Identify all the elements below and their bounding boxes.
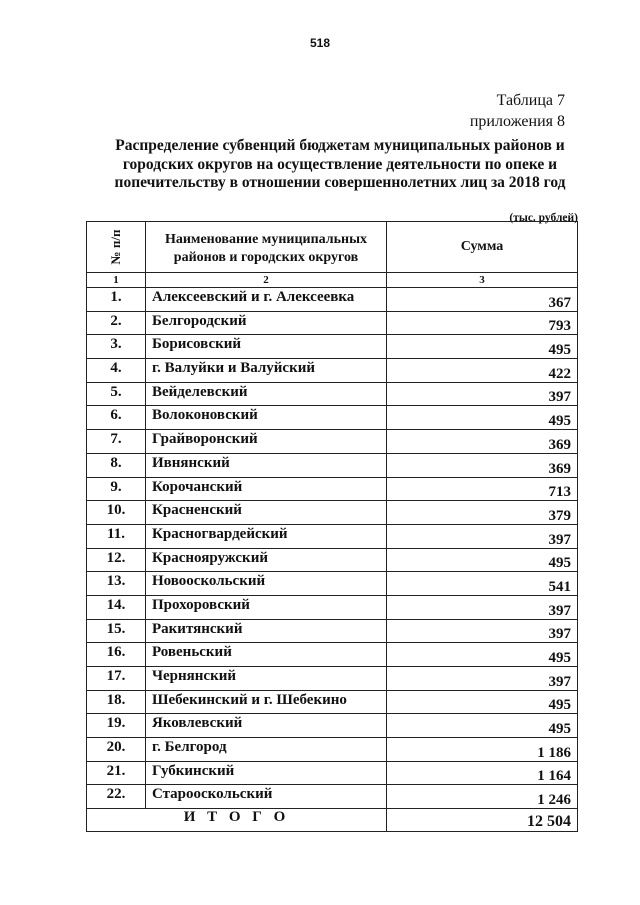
header-name: Наименование муниципальных районов и городских округов [146, 222, 387, 273]
row-name: Ивнянский [146, 453, 387, 477]
row-name: Чернянский [146, 667, 387, 691]
header-num [87, 222, 146, 273]
row-number: 11. [87, 524, 146, 548]
table-row [87, 477, 578, 501]
table-body [87, 288, 578, 809]
table-row [87, 761, 578, 785]
row-number: 5. [87, 382, 146, 406]
row-sum: 397 [387, 524, 578, 548]
row-sum: 422 [387, 359, 578, 383]
table-row [87, 406, 578, 430]
table-ref-line1: Таблица 7 [496, 92, 565, 109]
row-number: 1. [87, 288, 146, 312]
distribution-table [86, 221, 578, 832]
row-number: 16. [87, 643, 146, 667]
column-number: 3 [387, 273, 578, 288]
row-sum: 793 [387, 311, 578, 335]
row-name: Красненский [146, 501, 387, 525]
row-sum: 397 [387, 619, 578, 643]
table-row [87, 667, 578, 691]
row-name: Алексеевский и г. Алексеевка [146, 288, 387, 312]
table-row [87, 548, 578, 572]
row-name: г. Белгород [146, 738, 387, 762]
header-num-label: № п/п [108, 229, 123, 265]
column-numbers-row [87, 273, 578, 288]
row-name: Старооскольский [146, 785, 387, 809]
table-row [87, 785, 578, 809]
row-name: Губкинский [146, 761, 387, 785]
row-name: Красногвардейский [146, 524, 387, 548]
row-number: 6. [87, 406, 146, 430]
table-row [87, 714, 578, 738]
table-row [87, 382, 578, 406]
table-row [87, 690, 578, 714]
document-title: Распределение субвенций бюджетам муниципальных районов и городских округов на осуществление деятельности по опеке и попечительству в отношении совершеннолетних лиц за 2018 год [114, 137, 566, 191]
total-row [87, 809, 578, 832]
row-sum: 495 [387, 714, 578, 738]
row-sum: 367 [387, 288, 578, 312]
page-number: 518 [309, 36, 331, 50]
row-name: Яковлевский [146, 714, 387, 738]
row-number: 20. [87, 738, 146, 762]
row-number: 2. [87, 311, 146, 335]
table-row [87, 501, 578, 525]
row-name: Краснояружский [146, 548, 387, 572]
row-name: Волоконовский [146, 406, 387, 430]
table-row [87, 619, 578, 643]
row-number: 15. [87, 619, 146, 643]
row-number: 21. [87, 761, 146, 785]
row-number: 14. [87, 595, 146, 619]
row-number: 7. [87, 430, 146, 454]
table-row [87, 453, 578, 477]
row-number: 8. [87, 453, 146, 477]
row-name: Ракитянский [146, 619, 387, 643]
row-name: Ровеньский [146, 643, 387, 667]
table-row [87, 595, 578, 619]
table-header-row [87, 222, 578, 273]
table-row [87, 288, 578, 312]
row-name: Белгородский [146, 311, 387, 335]
row-sum: 1 246 [387, 785, 578, 809]
total-value: 12 504 [387, 809, 578, 832]
row-sum: 397 [387, 382, 578, 406]
header-sum: Сумма [387, 222, 578, 273]
row-sum: 397 [387, 667, 578, 691]
row-name: г. Валуйки и Валуйский [146, 359, 387, 383]
row-sum: 713 [387, 477, 578, 501]
row-sum: 495 [387, 406, 578, 430]
table-row [87, 643, 578, 667]
units-label: (тыс. рублей) [509, 212, 578, 224]
table-row [87, 738, 578, 762]
row-sum: 495 [387, 643, 578, 667]
column-number: 1 [87, 273, 146, 288]
row-sum: 379 [387, 501, 578, 525]
row-number: 22. [87, 785, 146, 809]
row-name: Вейделевский [146, 382, 387, 406]
row-number: 3. [87, 335, 146, 359]
row-sum: 495 [387, 548, 578, 572]
row-number: 18. [87, 690, 146, 714]
row-sum: 495 [387, 335, 578, 359]
row-name: Грайворонский [146, 430, 387, 454]
table-row [87, 572, 578, 596]
table-row [87, 430, 578, 454]
column-number: 2 [146, 273, 387, 288]
row-number: 9. [87, 477, 146, 501]
total-label: И Т О Г О [87, 809, 387, 832]
row-number: 19. [87, 714, 146, 738]
row-sum: 397 [387, 595, 578, 619]
table-row [87, 311, 578, 335]
table-row [87, 524, 578, 548]
row-sum: 495 [387, 690, 578, 714]
row-name: Шебекинский и г. Шебекино [146, 690, 387, 714]
row-name: Новооскольский [146, 572, 387, 596]
row-number: 12. [87, 548, 146, 572]
table-row [87, 335, 578, 359]
table-ref-line2: приложения 8 [469, 113, 565, 130]
row-sum: 1 164 [387, 761, 578, 785]
row-name: Корочанский [146, 477, 387, 501]
row-name: Прохоровский [146, 595, 387, 619]
table-reference [470, 90, 565, 132]
row-sum: 369 [387, 453, 578, 477]
row-name: Борисовский [146, 335, 387, 359]
row-sum: 1 186 [387, 738, 578, 762]
row-number: 10. [87, 501, 146, 525]
table-row [87, 359, 578, 383]
row-sum: 541 [387, 572, 578, 596]
row-number: 4. [87, 359, 146, 383]
row-sum: 369 [387, 430, 578, 454]
row-number: 13. [87, 572, 146, 596]
row-number: 17. [87, 667, 146, 691]
